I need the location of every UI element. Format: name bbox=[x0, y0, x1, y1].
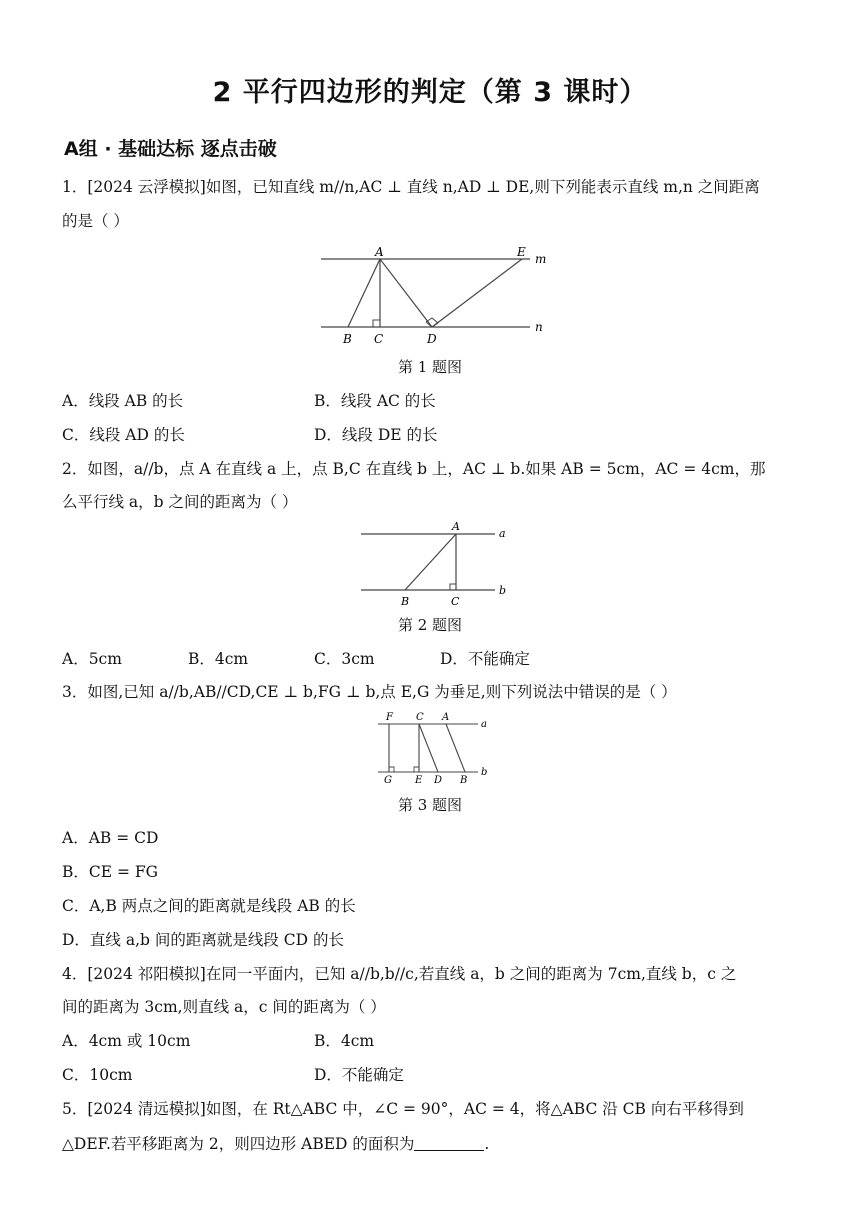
q1-label-d: D bbox=[427, 332, 437, 346]
q1-label-e: E bbox=[517, 245, 526, 259]
q1-text-line2: 的是（ ） bbox=[62, 212, 129, 230]
q3-label-b-line: b bbox=[481, 767, 488, 778]
section-title: A组 · 基础达标 逐点击破 bbox=[64, 138, 277, 160]
q1-right-angle-c bbox=[373, 320, 380, 327]
q3-option-d[interactable]: D．直线 a,b 间的距离就是线段 CD 的长 bbox=[62, 931, 345, 949]
q4-text-line1: 4．[2024 祁阳模拟]在同一平面内，已知 a//b,b//c,若直线 a，b 之间的距离为 7cm,直线 b，c 之 bbox=[62, 965, 737, 983]
q3-option-a[interactable]: A．AB = CD bbox=[62, 829, 159, 847]
q2-option-b[interactable]: B．4cm bbox=[188, 650, 249, 668]
q1-right-angle-d bbox=[426, 318, 438, 327]
q4-text-line2: 间的距离为 3cm,则直线 a，c 间的距离为（ ） bbox=[62, 998, 386, 1016]
q1-option-b[interactable]: B．线段 AC 的长 bbox=[314, 392, 436, 410]
q3-label-g: G bbox=[384, 775, 392, 786]
q3-label-e: E bbox=[415, 775, 423, 786]
q5-text-line2-main: △DEF.若平移距离为 2，则四边形 ABED 的面积为 bbox=[62, 1135, 415, 1153]
q5-text-line1: 5．[2024 清远模拟]如图，在 Rt△ABC 中，∠C = 90°，AC = 4，将△ABC 沿 CB 向右平移得到 bbox=[62, 1100, 744, 1118]
q2-option-a[interactable]: A．5cm bbox=[62, 650, 122, 668]
q3-right-angle-e bbox=[414, 767, 419, 772]
q4-option-d[interactable]: D．不能确定 bbox=[314, 1066, 404, 1084]
q1-text-line1: 1．[2024 云浮模拟]如图，已知直线 m//n,AC ⊥ 直线 n,AD ⊥ DE,则下列能表示直线 m,n 之间距离 bbox=[62, 178, 760, 196]
q3-caption: 第 3 题图 bbox=[397, 796, 463, 814]
q1-caption: 第 1 题图 bbox=[397, 358, 463, 376]
q1-figure bbox=[315, 245, 555, 350]
q3-label-b: B bbox=[460, 775, 468, 786]
q2-label-b-line: b bbox=[499, 584, 507, 597]
q3-segment-ab bbox=[446, 724, 465, 772]
q3-option-b[interactable]: B．CE = FG bbox=[62, 863, 159, 881]
q1-label-c: C bbox=[374, 332, 384, 346]
q2-option-c[interactable]: C．3cm bbox=[314, 650, 375, 668]
q3-option-c[interactable]: C．A,B 两点之间的距离就是线段 AB 的长 bbox=[62, 897, 356, 915]
q1-label-m: m bbox=[535, 252, 547, 266]
q5-answer-blank[interactable] bbox=[414, 1134, 484, 1151]
q2-label-c: C bbox=[451, 595, 460, 608]
page-title: 2 平行四边形的判定（第 3 课时） bbox=[212, 77, 648, 108]
q3-label-c: C bbox=[416, 712, 424, 723]
q2-caption: 第 2 题图 bbox=[397, 616, 463, 634]
q1-label-b: B bbox=[343, 332, 352, 346]
q1-label-a: A bbox=[375, 245, 384, 259]
q5-text-line2 bbox=[62, 1133, 489, 1155]
q1-label-n: n bbox=[535, 320, 543, 334]
q1-option-a[interactable]: A．线段 AB 的长 bbox=[62, 392, 184, 410]
q5-text-line2-end: . bbox=[484, 1135, 490, 1153]
q1-option-c[interactable]: C．线段 AD 的长 bbox=[62, 426, 185, 444]
q4-option-c[interactable]: C．10cm bbox=[62, 1066, 133, 1084]
q2-label-a: A bbox=[452, 520, 460, 533]
q3-text-line1: 3．如图,已知 a//b,AB//CD,CE ⊥ b,FG ⊥ b,点 E,G 为垂足,则下列说法中错误的是（ ） bbox=[62, 683, 677, 701]
q3-figure bbox=[375, 708, 495, 788]
q3-label-f: F bbox=[386, 712, 393, 723]
q4-option-a[interactable]: A．4cm 或 10cm bbox=[62, 1032, 191, 1050]
q1-segment-ab bbox=[348, 259, 380, 327]
q2-label-a-line: a bbox=[499, 527, 506, 540]
q1-segment-de bbox=[432, 259, 522, 327]
q2-text-line1: 2．如图，a//b，点 A 在直线 a 上，点 B,C 在直线 b 上，AC ⊥ b.如果 AB = 5cm，AC = 4cm，那 bbox=[62, 460, 766, 478]
q3-label-a: A bbox=[442, 712, 450, 723]
q3-segment-cd bbox=[419, 724, 438, 772]
q2-right-angle-c bbox=[450, 584, 456, 590]
q2-segment-ab bbox=[405, 534, 456, 590]
q2-option-d[interactable]: D．不能确定 bbox=[440, 650, 530, 668]
q1-option-d[interactable]: D．线段 DE 的长 bbox=[314, 426, 438, 444]
q3-label-a-line: a bbox=[481, 719, 487, 730]
q1-segment-ad bbox=[380, 259, 432, 327]
q2-text-line2: 么平行线 a，b 之间的距离为（ ） bbox=[62, 493, 298, 511]
q2-figure bbox=[355, 518, 515, 610]
q2-label-b: B bbox=[401, 595, 410, 608]
q4-option-b[interactable]: B．4cm bbox=[314, 1032, 375, 1050]
q3-right-angle-g bbox=[389, 767, 394, 772]
q3-label-d: D bbox=[434, 775, 443, 786]
